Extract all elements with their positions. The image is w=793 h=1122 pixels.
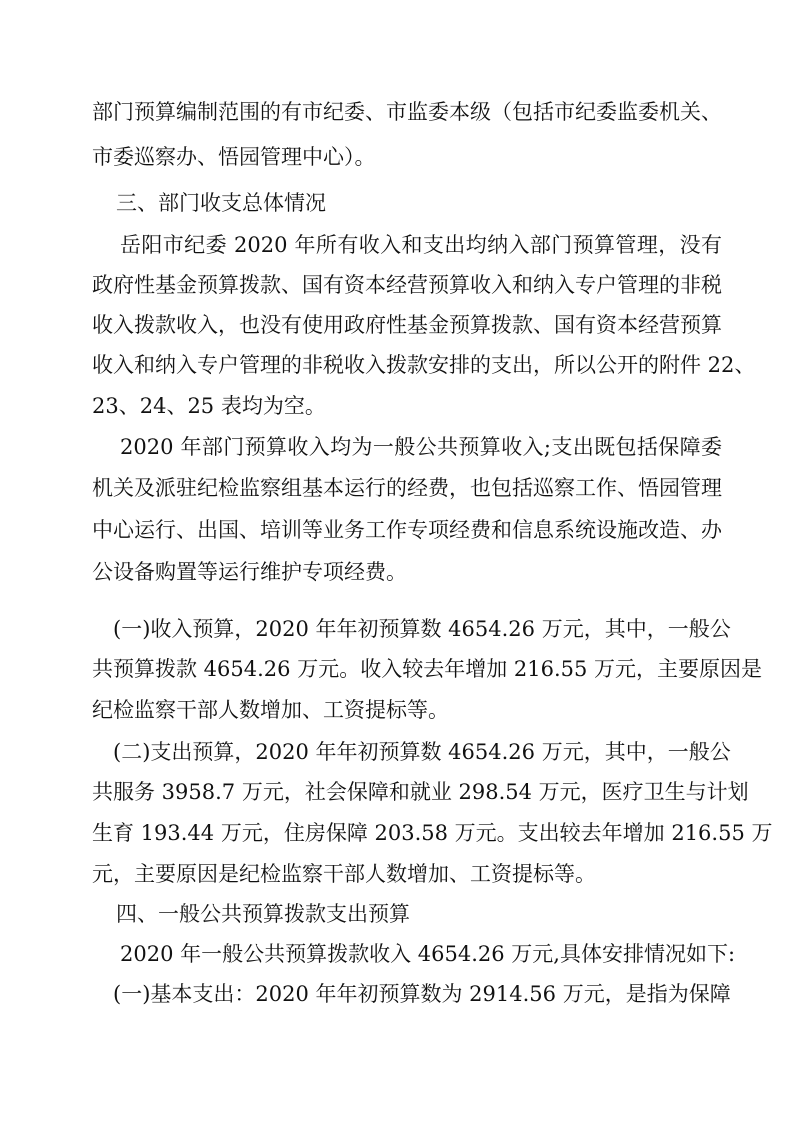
text-line: 共预算拨款 4654.26 万元。收入较去年增加 216.55 万元，主要原因是 — [92, 657, 763, 681]
text-line: 公设备购置等运行维护专项经费。 — [92, 560, 407, 584]
text-line: 共服务 3958.7 万元，社会保障和就业 298.54 万元，医疗卫生与计划 — [92, 780, 749, 804]
text-line: 生育 193.44 万元，住房保障 203.58 万元。支出较去年增加 216.55 万 — [92, 821, 773, 845]
text-line: 政府性基金预算拨款、国有资本经营预算收入和纳入专户管理的非税 — [92, 273, 722, 297]
text-line: 纪检监察干部人数增加、工资提标等。 — [92, 698, 449, 722]
text-line: 机关及派驻纪检监察组基本运行的经费，也包括巡察工作、悟园管理 — [92, 476, 722, 500]
text-line: 2020 年部门预算收入均为一般公共预算收入;支出既包括保障委 — [120, 435, 722, 459]
text-line: 部门预算编制范围的有市纪委、市监委本级（包括市纪委监委机关、 — [92, 100, 722, 124]
text-line: 2020 年一般公共预算拨款收入 4654.26 万元,具体安排情况如下: — [120, 942, 736, 966]
text-line: 23、24、25 表均为空。 — [92, 394, 326, 418]
text-line: 收入拨款收入，也没有使用政府性基金预算拨款、国有资本经营预算 — [92, 313, 722, 337]
section-heading: 四、一般公共预算拨款支出预算 — [116, 902, 410, 926]
text-line: (二)支出预算，2020 年年初预算数 4654.26 万元，其中，一般公 — [113, 740, 731, 764]
text-line: 收入和纳入专户管理的非税收入拨款安排的支出，所以公开的附件 22、 — [92, 353, 756, 377]
text-line: (一)收入预算，2020 年年初预算数 4654.26 万元，其中，一般公 — [113, 617, 731, 641]
section-heading: 三、部门收支总体情况 — [116, 191, 326, 215]
text-line: (一)基本支出：2020 年年初预算数为 2914.56 万元，是指为保障 — [113, 982, 731, 1006]
text-line: 元，主要原因是纪检监察干部人数增加、工资提标等。 — [92, 862, 596, 886]
text-line: 市委巡察办、悟园管理中心）。 — [92, 145, 376, 169]
text-line: 中心运行、出国、培训等业务工作专项经费和信息系统设施改造、办 — [92, 518, 722, 542]
text-line: 岳阳市纪委 2020 年所有收入和支出均纳入部门预算管理，没有 — [120, 233, 722, 257]
